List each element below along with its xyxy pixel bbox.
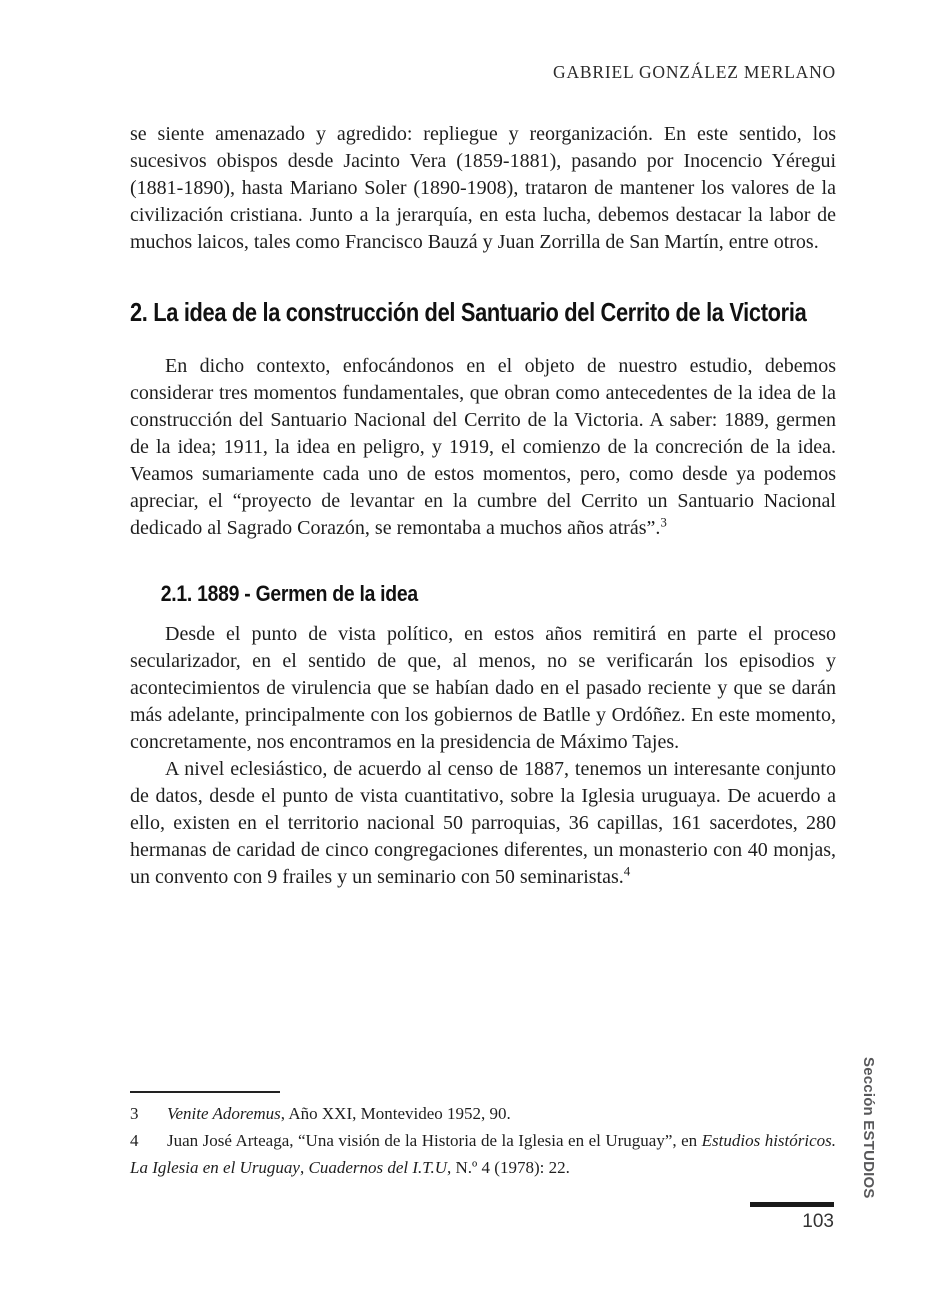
sidebar-section-label: Sección ESTUDIOS — [860, 1057, 877, 1199]
page-number: 103 — [802, 1211, 834, 1232]
paragraph-censo-text: A nivel eclesiástico, de acuerdo al censo de 1887, tenemos un interesante conjunto de datos, desde el punto de vista cuantitativo, sobre la Iglesia uruguaya. De acuerdo a ello, existen en el territorio nacional 50 parroquias, 36 capillas, 161 sacerdotes, 280 hermanas de caridad de cinco congregaciones diferentes, un monasterio con 40 monjas, un convento con 9 frailes y un seminario con 50 seminaristas. — [130, 758, 836, 888]
paragraph-contexto-text: En dicho contexto, enfocándonos en el objeto de nuestro estudio, debemos considerar tres momentos fundamentales, que obran como antecedentes de la idea de la construcción del Santuario Nacional del Cerrito de la Victoria. A saber: 1889, germen de la idea; 1911, la idea en peligro, y 1919, el comienzo de la concreción de la idea. Veamos sumariamente cada uno de estos momentos, pero, como desde ya podemos apreciar, el “proyecto de levantar en la cumbre del Cerrito un Santuario Nacional dedicado al Sagrado Corazón, se remontaba a muchos años atrás”. — [130, 355, 836, 539]
footnote-4-separator: , — [299, 1158, 309, 1177]
subsection-heading-germen: 2.1. 1889 - Germen de la idea — [160, 581, 418, 606]
footnote-ref-3: 3 — [660, 514, 667, 530]
running-head-author: GABRIEL GONZÁLEZ MERLANO — [553, 62, 836, 82]
paragraph-repliegue: se siente amenazado y agredido: repliegue y reorganización. En este sentido, los sucesivos obispos desde Jacinto Vera (1859-1881), pasando por Inocencio Yéregui (1881-1890), hasta Mariano Soler (1890-1908), trataron de mantener los valores de la civilización cristiana. Junto a la jerarquía, en esta lucha, debemos destacar la labor de muchos laicos, tales como Francisco Bauzá y Juan Zorrilla de San Martín, entre otros. — [130, 123, 836, 253]
footnote-4-citation-end: , N.º 4 (1978): 22. — [447, 1158, 570, 1177]
footnotes-block — [130, 1091, 836, 1181]
footnote-3 — [130, 1100, 836, 1127]
paragraph-contexto — [130, 353, 836, 542]
footnote-4-series-title: Cuadernos del I.T.U — [308, 1158, 447, 1177]
footnote-3-rest: , Año XXI, Montevideo 1952, 90. — [280, 1104, 511, 1123]
text-column — [130, 121, 836, 891]
footnote-separator-rule — [130, 1091, 280, 1093]
footnote-4-number: 4 — [130, 1131, 139, 1150]
footer-bar — [750, 1202, 834, 1207]
paragraph-politico: Desde el punto de vista político, en estos años remitirá en parte el proceso secularizador, en el sentido de que, al menos, no se verificarán los episodios y acontecimientos de virulencia que se habían dado en el pasado reciente y que se darán más adelante, principalmente con los gobiernos de Batlle y Ordóñez. En este momento, concretamente, nos encontramos en la presidencia de Máximo Tajes. — [130, 623, 836, 753]
section-heading-santuario: 2. La idea de la construcción del Santuario del Cerrito de la Victoria — [130, 297, 807, 327]
paragraph-censo — [130, 756, 836, 891]
footnote-3-title: Venite Adoremus — [167, 1104, 281, 1123]
footnote-4-citation-start: Juan José Arteaga, “Una visión de la Historia de la Iglesia en el Uruguay”, en — [167, 1131, 702, 1150]
footnote-4 — [130, 1127, 836, 1181]
footnote-4-book-title: Estudios históricos. La Iglesia en el Uruguay — [130, 1131, 837, 1177]
footnote-3-number: 3 — [130, 1104, 139, 1123]
footnote-ref-4: 4 — [623, 863, 631, 879]
